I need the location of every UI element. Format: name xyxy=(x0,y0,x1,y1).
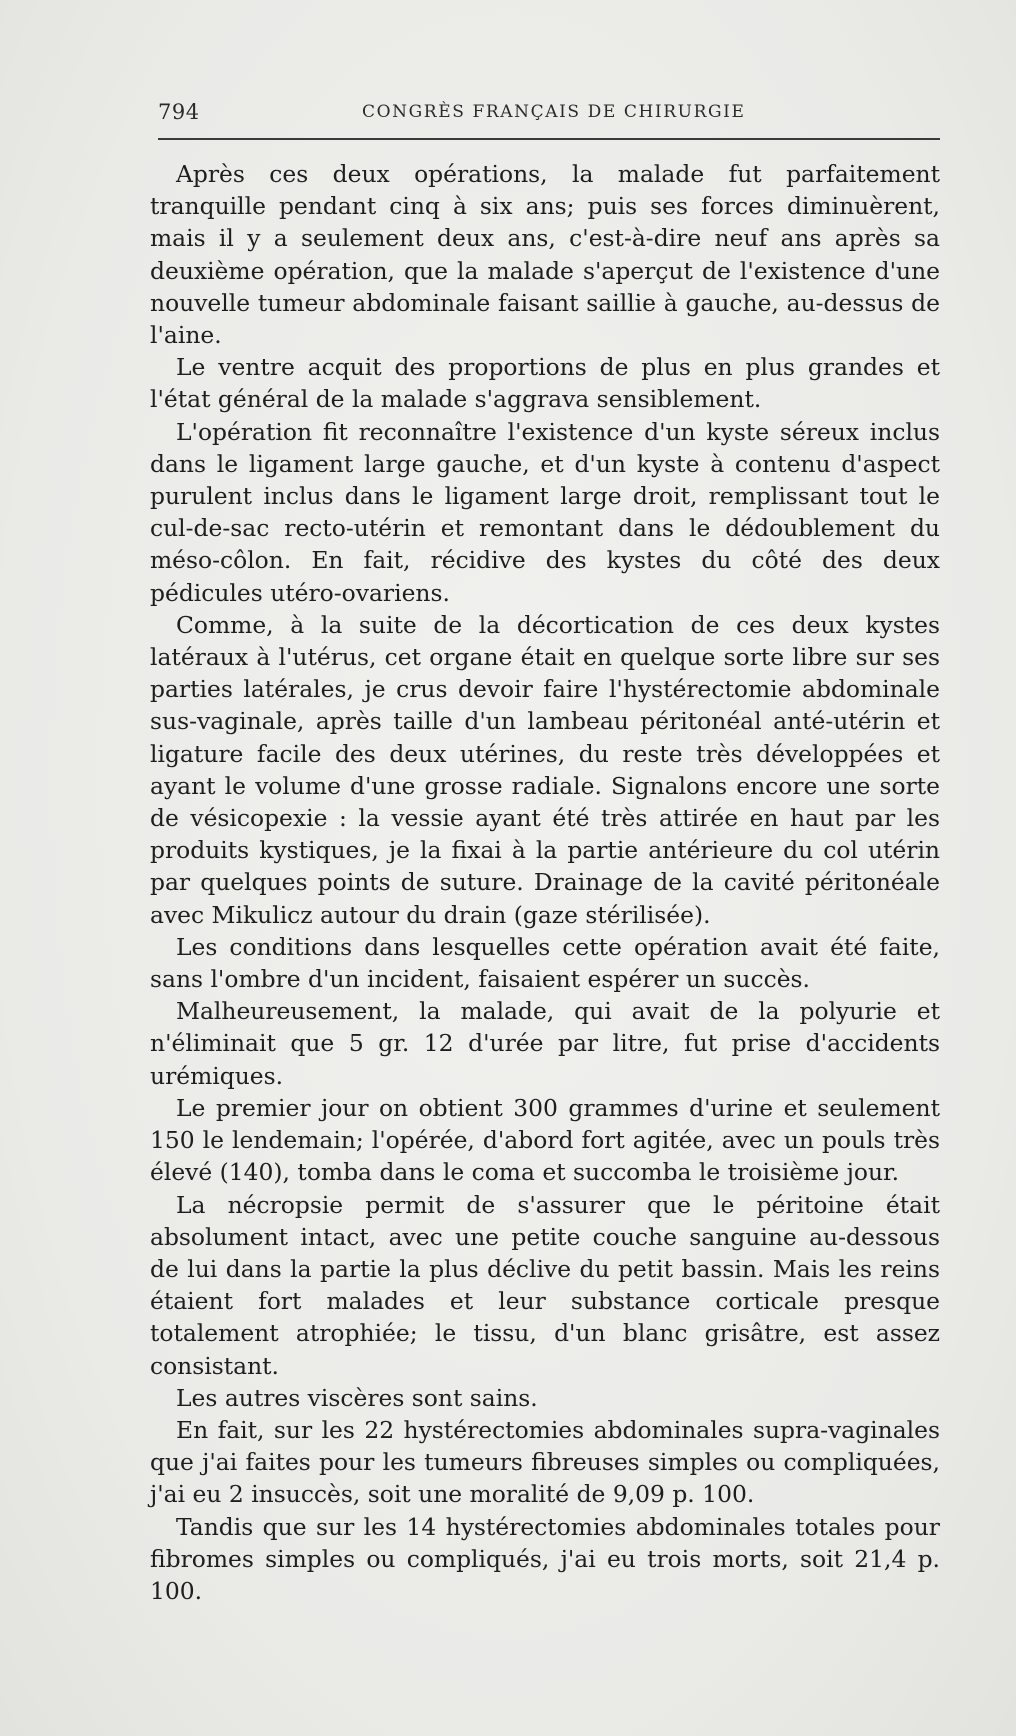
paragraph: La nécropsie permit de s'assurer que le péritoine était absolument intact, avec une petite couche sanguine au-dessous de lui dans la partie la plus déclive du petit bassin. Mais les reins étaient fort malades et leur substance corticale presque totalement atrophiée; le tissu, d'un blanc grisâtre, est assez consistant. xyxy=(150,1190,940,1380)
header-rule xyxy=(158,138,940,140)
paragraph: Tandis que sur les 14 hystérectomies abdominales totales pour fibromes simples ou compliqués, j'ai eu trois morts, soit 21,4 p. 100. xyxy=(150,1512,940,1605)
paragraph: L'opération fit reconnaître l'existence d'un kyste séreux inclus dans le ligament large gauche, et d'un kyste à contenu d'aspect purulent inclus dans le ligament large droit, remplissant tout le cul-de-sac recto-utérin et remontant dans le dédoublement du méso-côlon. En fait, récidive des kystes du côté des deux pédicules utéro-ovariens. xyxy=(150,417,940,607)
paragraph: Malheureusement, la malade, qui avait de la polyurie et n'éliminait que 5 gr. 12 d'urée par litre, fut prise d'accidents urémiques. xyxy=(150,997,940,1090)
body-text xyxy=(150,158,940,1607)
page-header xyxy=(158,98,940,130)
paragraph: En fait, sur les 22 hystérectomies abdominales supra-vaginales que j'ai faites pour les tumeurs fibreuses simples ou compliquées, j'ai eu 2 insuccès, soit une moralité de 9,09 p. 100. xyxy=(150,1415,940,1509)
paragraph: Après ces deux opérations, la malade fut parfaitement tranquille pendant cinq à six ans; puis ses forces diminuèrent, mais il y a seulement deux ans, c'est-à-dire neuf ans après sa deuxième opération, que la malade s'aperçut de l'existence d'une nouvelle tumeur abdominale faisant saillie à gauche, au-dessus de l'aine. xyxy=(150,160,940,350)
paragraph: Le premier jour on obtient 300 grammes d'urine et seulement 150 le lendemain; l'opérée, d'abord fort agitée, avec un pouls très élevé (140), tomba dans le coma et succomba le troisième jour. xyxy=(150,1093,940,1187)
paragraph: Les conditions dans lesquelles cette opération avait été faite, sans l'ombre d'un incident, faisaient espérer un succès. xyxy=(150,932,940,994)
running-head: CONGRÈS FRANÇAIS DE CHIRURGIE xyxy=(362,102,746,122)
paragraph: Comme, à la suite de la décortication de ces deux kystes latéraux à l'utérus, cet organe était en quelque sorte libre sur ses parties latérales, je crus devoir faire l'hystérectomie abdominale sus-vaginale, après taille d'un lambeau péritonéal anté-utérin et ligature facile des deux utérines, du reste très développées et ayant le volume d'une grosse radiale. Signalons encore une sorte de vésicopexie : la vessie ayant été très attirée en haut par les produits kystiques, je la fixai à la partie antérieure du col utérin par quelques points de suture. Drainage de la cavité péritonéale avec Mikulicz autour du drain (gaze stérilisée). xyxy=(150,610,940,929)
paragraph: Le ventre acquit des proportions de plus en plus grandes et l'état général de la malade s'aggrava sensiblement. xyxy=(150,353,940,414)
paragraph: Les autres viscères sont sains. xyxy=(176,1383,538,1412)
page-number: 794 xyxy=(158,100,200,124)
